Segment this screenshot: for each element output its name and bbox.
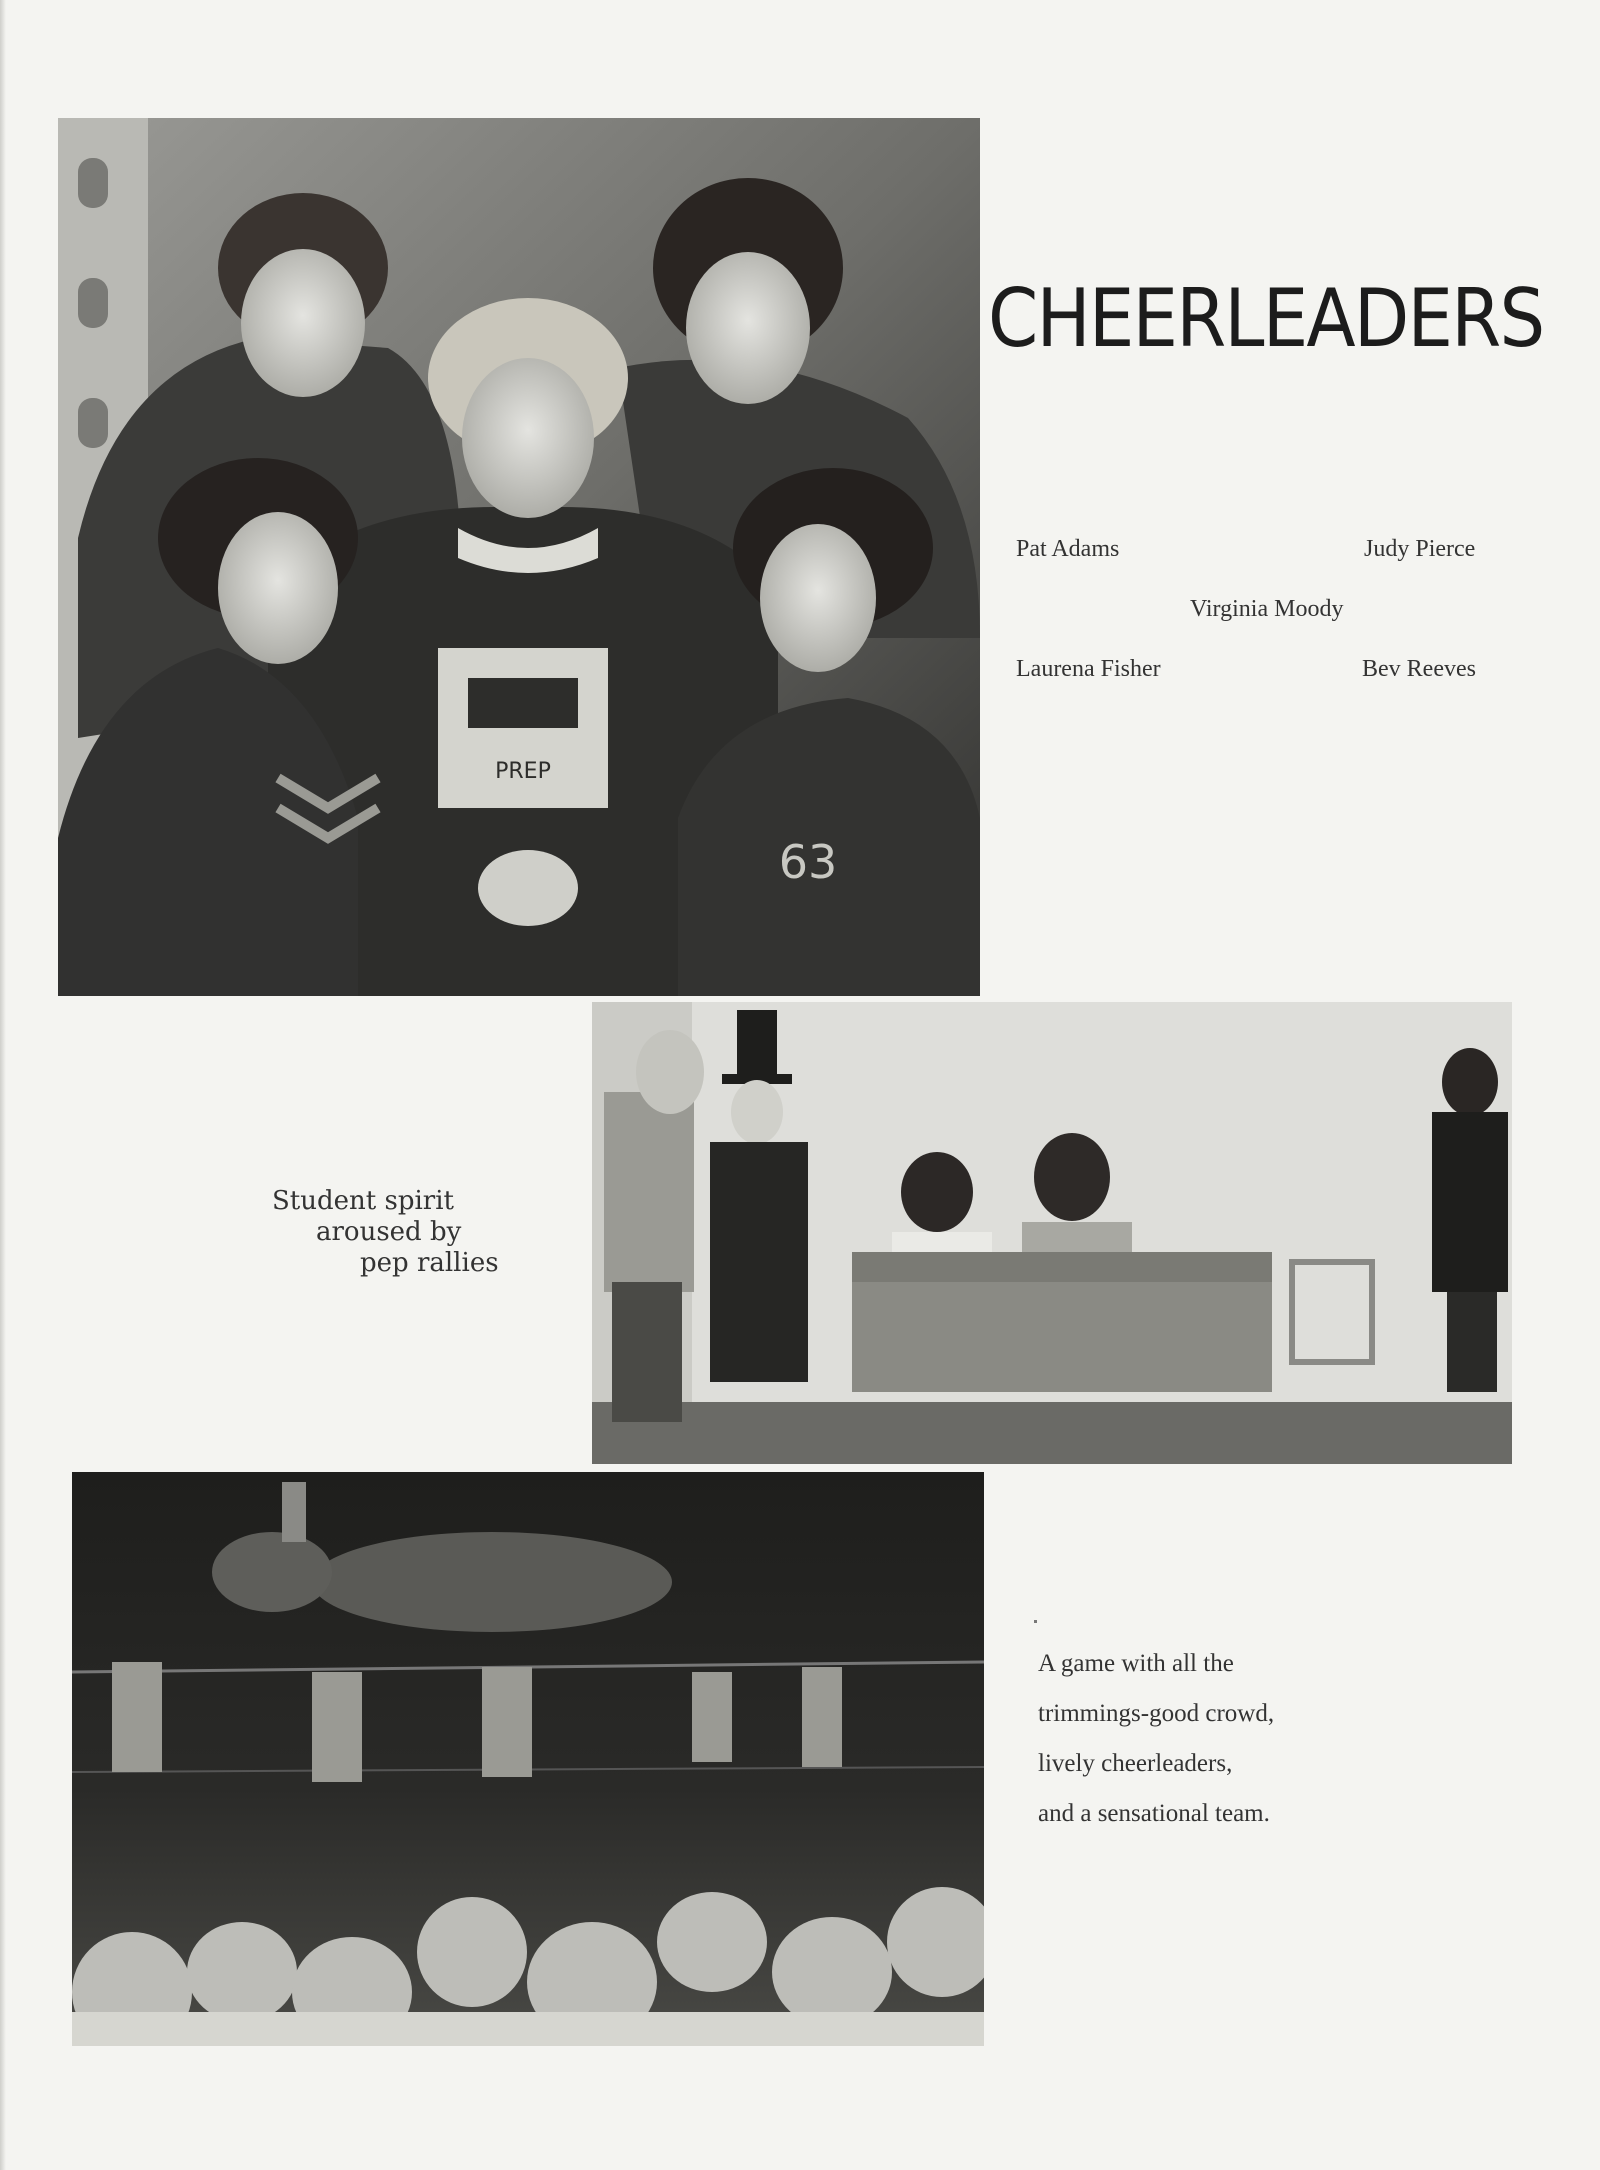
- pep-rally-photo: [592, 1002, 1512, 1464]
- name-virginia-moody: Virginia Moody: [1190, 596, 1344, 622]
- page-edge: [0, 0, 6, 2170]
- game-caption-line: and a sensational team.: [1038, 1800, 1270, 1827]
- name-laurena-fisher: Laurena Fisher: [1016, 656, 1161, 682]
- rally-caption-line: pep rallies: [360, 1248, 499, 1278]
- page-title: CHEERLEADERS: [988, 271, 1544, 365]
- rally-caption: [170, 1186, 504, 1279]
- rally-caption-line: Student spirit: [272, 1186, 454, 1216]
- speck: [1034, 1620, 1037, 1623]
- name-pat-adams: Pat Adams: [1016, 536, 1120, 562]
- game-caption-line: trimmings-good crowd,: [1038, 1700, 1275, 1727]
- rally-caption-line: aroused by: [316, 1217, 462, 1247]
- sweater-letters: PREP: [495, 759, 551, 784]
- name-judy-pierce: Judy Pierce: [1364, 536, 1476, 562]
- cheerleaders-portrait-photo: [58, 118, 980, 996]
- game-caption: [1038, 1648, 1498, 1848]
- game-caption-line: lively cheerleaders,: [1038, 1750, 1233, 1777]
- sleeve-numeral: 63: [778, 835, 838, 889]
- name-bev-reeves: Bev Reeves: [1362, 656, 1476, 682]
- game-caption-line: A game with all the: [1038, 1650, 1234, 1677]
- football-game-photo: [72, 1472, 984, 2046]
